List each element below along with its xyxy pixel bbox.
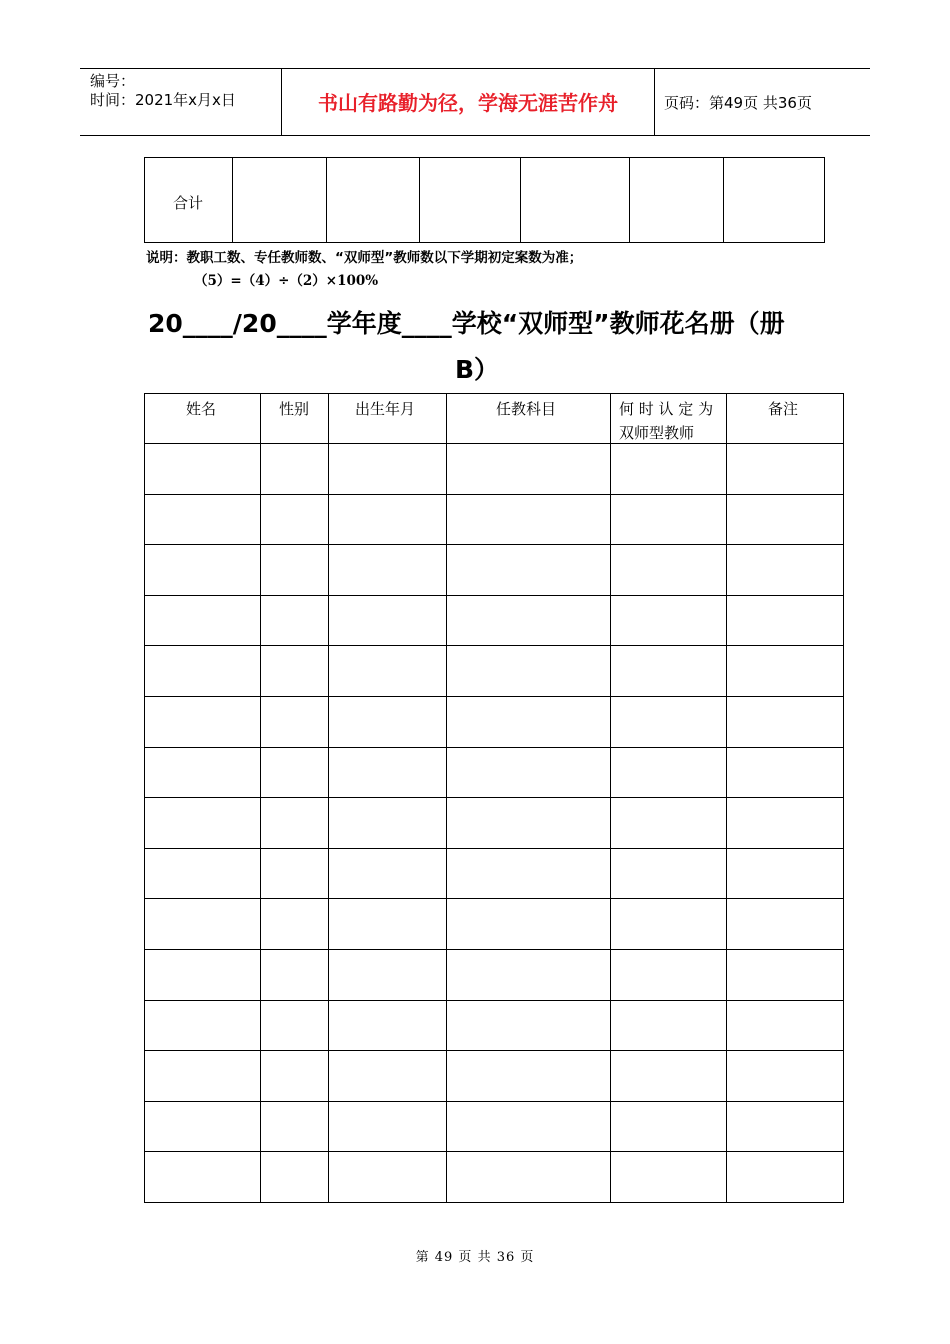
table-row — [144, 595, 844, 596]
total-row-label: 合计 — [173, 194, 204, 212]
roster-col-divider — [328, 393, 329, 1203]
note-line-2: （5）=（4）÷（2）×100% — [194, 273, 379, 289]
header-subject: 任教科目 — [496, 400, 557, 418]
page-number-label: 页码：第49页 共36页 — [664, 94, 812, 112]
total-col-divider — [520, 157, 521, 243]
table-row — [144, 949, 844, 950]
roster-col-divider — [610, 393, 611, 1203]
header-name: 姓名 — [186, 400, 217, 418]
time-label: 时间：2021年x月x日 — [90, 91, 236, 109]
header-certified-date-line-2: 双师型教师 — [619, 424, 695, 442]
table-row — [144, 898, 844, 899]
header-certified-date-line-1: 何 时 认 定 为 — [619, 400, 714, 418]
header-top-rule — [80, 68, 870, 69]
roster-title-line-1: 20____/20____学年度____学校“双师型”教师花名册（册 — [148, 309, 785, 338]
total-col-divider — [326, 157, 327, 243]
total-col-divider — [232, 157, 233, 243]
header-divider-right — [654, 68, 655, 136]
header-bottom-rule — [80, 135, 870, 136]
table-row — [144, 443, 844, 444]
table-row — [144, 1050, 844, 1051]
total-col-divider — [629, 157, 630, 243]
table-row — [144, 1101, 844, 1102]
page-footer: 第 49 页 共 36 页 — [415, 1250, 535, 1265]
table-row — [144, 797, 844, 798]
serial-number-label: 编号： — [90, 72, 136, 90]
table-row — [144, 544, 844, 545]
table-row — [144, 747, 844, 748]
note-line-1: 说明：教职工数、专任教师数、“双师型”教师数以下学期初定案数为准； — [146, 250, 583, 266]
total-col-divider — [419, 157, 420, 243]
table-row — [144, 1000, 844, 1001]
header-remarks: 备注 — [768, 400, 799, 418]
roster-table-border — [144, 393, 844, 1203]
roster-col-divider — [446, 393, 447, 1203]
table-row — [144, 494, 844, 495]
header-gender: 性别 — [279, 400, 310, 418]
motto-text: 书山有路勤为径，学海无涯苦作舟 — [318, 91, 618, 115]
table-row — [144, 645, 844, 646]
header-birth-date: 出生年月 — [355, 400, 416, 418]
table-row — [144, 1151, 844, 1152]
roster-col-divider — [260, 393, 261, 1203]
total-col-divider — [723, 157, 724, 243]
roster-title-line-2: B） — [455, 355, 500, 384]
table-row — [144, 848, 844, 849]
table-row — [144, 696, 844, 697]
roster-col-divider — [726, 393, 727, 1203]
